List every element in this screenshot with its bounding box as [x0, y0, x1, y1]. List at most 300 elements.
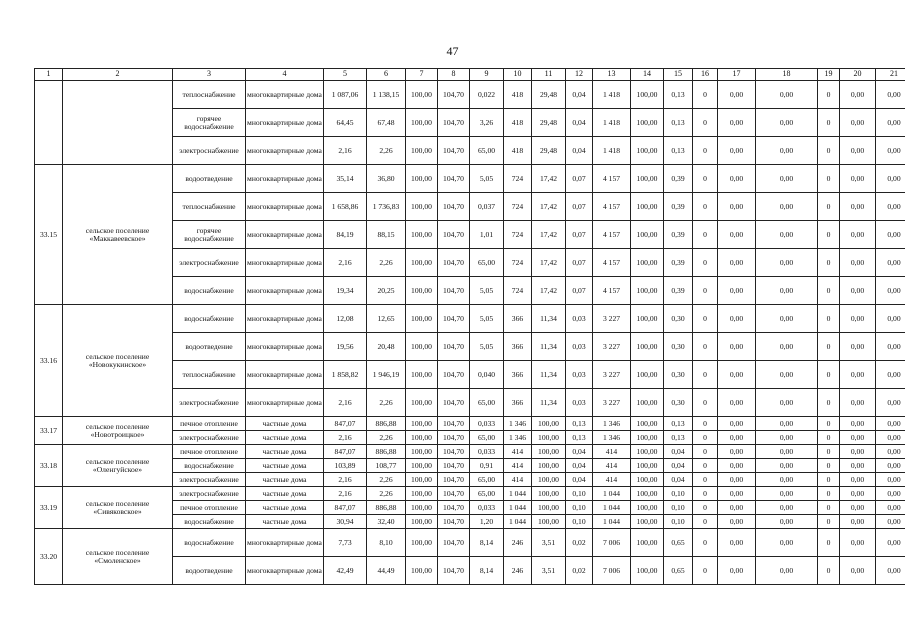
value-cell: 0,00 — [876, 557, 905, 585]
value-cell: 0 — [818, 361, 840, 389]
page-number: 47 — [446, 44, 459, 58]
settlement-name-cell: сельское поселение «Сивяковское» — [63, 487, 173, 529]
value-cell: 0,00 — [718, 361, 756, 389]
housing-type-cell: многоквартирные дома — [246, 109, 324, 137]
value-cell: 0 — [693, 515, 718, 529]
value-cell: 3 227 — [593, 305, 631, 333]
settlement-name-cell: сельское поселение «Новокукинское» — [63, 305, 173, 417]
service-cell: теплоснабжение — [173, 81, 246, 109]
value-cell: 414 — [593, 473, 631, 487]
value-cell: 2,16 — [324, 487, 367, 501]
value-cell: 0,00 — [756, 333, 818, 361]
value-cell: 0,00 — [876, 501, 905, 515]
value-cell: 0,00 — [718, 249, 756, 277]
value-cell: 0,04 — [566, 81, 593, 109]
value-cell: 0,00 — [756, 277, 818, 305]
value-cell: 0,10 — [664, 515, 693, 529]
value-cell: 0,00 — [718, 305, 756, 333]
value-cell: 104,70 — [438, 459, 470, 473]
value-cell: 7 006 — [593, 557, 631, 585]
value-cell: 0 — [693, 417, 718, 431]
value-cell: 0 — [693, 459, 718, 473]
value-cell: 886,88 — [367, 445, 406, 459]
value-cell: 0 — [818, 221, 840, 249]
value-cell: 100,00 — [406, 109, 438, 137]
service-cell: печное отопление — [173, 417, 246, 431]
value-cell: 0,13 — [566, 417, 593, 431]
value-cell: 104,70 — [438, 501, 470, 515]
row-number-cell: 33.15 — [35, 165, 63, 305]
value-cell: 100,00 — [631, 193, 664, 221]
value-cell: 65,00 — [470, 487, 504, 501]
value-cell: 100,00 — [406, 221, 438, 249]
service-cell: водоотведение — [173, 333, 246, 361]
value-cell: 104,70 — [438, 333, 470, 361]
column-header: 6 — [367, 69, 406, 81]
value-cell: 2,26 — [367, 487, 406, 501]
value-cell: 17,42 — [532, 221, 566, 249]
value-cell: 104,70 — [438, 249, 470, 277]
value-cell: 886,88 — [367, 501, 406, 515]
value-cell: 1 858,82 — [324, 361, 367, 389]
service-cell: печное отопление — [173, 445, 246, 459]
value-cell: 0,00 — [840, 459, 876, 473]
value-cell: 104,70 — [438, 389, 470, 417]
value-cell: 0,00 — [718, 193, 756, 221]
value-cell: 0,00 — [840, 277, 876, 305]
value-cell: 418 — [504, 109, 532, 137]
value-cell: 104,70 — [438, 557, 470, 585]
value-cell: 0,04 — [566, 459, 593, 473]
value-cell: 2,16 — [324, 249, 367, 277]
housing-type-cell: многоквартирные дома — [246, 81, 324, 109]
value-cell: 0 — [818, 445, 840, 459]
value-cell: 3,51 — [532, 529, 566, 557]
value-cell: 0,13 — [664, 109, 693, 137]
value-cell: 0,00 — [840, 487, 876, 501]
housing-type-cell: частные дома — [246, 487, 324, 501]
value-cell: 0,00 — [876, 109, 905, 137]
value-cell: 2,16 — [324, 431, 367, 445]
value-cell: 0,00 — [756, 487, 818, 501]
value-cell: 100,00 — [532, 487, 566, 501]
value-cell: 100,00 — [532, 431, 566, 445]
value-cell: 100,00 — [631, 109, 664, 137]
value-cell: 0,00 — [876, 389, 905, 417]
value-cell: 0,03 — [566, 333, 593, 361]
value-cell: 1 044 — [593, 501, 631, 515]
value-cell: 0,07 — [566, 277, 593, 305]
value-cell: 0,30 — [664, 305, 693, 333]
service-cell: электроснабжение — [173, 487, 246, 501]
value-cell: 100,00 — [631, 305, 664, 333]
column-header: 20 — [840, 69, 876, 81]
value-cell: 0,00 — [718, 333, 756, 361]
value-cell: 0 — [818, 487, 840, 501]
value-cell: 0,022 — [470, 81, 504, 109]
value-cell: 0,00 — [840, 137, 876, 165]
value-cell: 0 — [818, 557, 840, 585]
value-cell: 35,14 — [324, 165, 367, 193]
value-cell: 100,00 — [532, 501, 566, 515]
value-cell: 65,00 — [470, 249, 504, 277]
column-header: 1 — [35, 69, 63, 81]
column-header: 21 — [876, 69, 905, 81]
value-cell: 414 — [504, 473, 532, 487]
housing-type-cell: многоквартирные дома — [246, 333, 324, 361]
value-cell: 100,00 — [631, 221, 664, 249]
value-cell: 0,00 — [756, 501, 818, 515]
value-cell: 0,00 — [718, 277, 756, 305]
value-cell: 65,00 — [470, 431, 504, 445]
value-cell: 100,00 — [631, 501, 664, 515]
column-header: 19 — [818, 69, 840, 81]
service-cell: горячее водоснабжение — [173, 221, 246, 249]
column-header: 12 — [566, 69, 593, 81]
value-cell: 0,00 — [756, 221, 818, 249]
column-header: 7 — [406, 69, 438, 81]
value-cell: 0,00 — [876, 529, 905, 557]
value-cell: 65,00 — [470, 389, 504, 417]
value-cell: 4 157 — [593, 277, 631, 305]
value-cell: 0,00 — [840, 249, 876, 277]
value-cell: 0,00 — [840, 221, 876, 249]
value-cell: 88,15 — [367, 221, 406, 249]
value-cell: 0,00 — [718, 431, 756, 445]
value-cell: 3 227 — [593, 333, 631, 361]
value-cell: 0,13 — [664, 81, 693, 109]
value-cell: 0 — [693, 389, 718, 417]
value-cell: 100,00 — [406, 361, 438, 389]
value-cell: 100,00 — [532, 417, 566, 431]
value-cell: 0,00 — [876, 473, 905, 487]
settlement-name-cell: сельское поселение «Оленгуйское» — [63, 445, 173, 487]
value-cell: 0,10 — [664, 501, 693, 515]
table-row — [35, 305, 905, 333]
value-cell: 0,39 — [664, 249, 693, 277]
value-cell: 100,00 — [406, 459, 438, 473]
value-cell: 847,07 — [324, 417, 367, 431]
housing-type-cell: многоквартирные дома — [246, 249, 324, 277]
column-header: 18 — [756, 69, 818, 81]
value-cell: 847,07 — [324, 501, 367, 515]
value-cell: 11,34 — [532, 305, 566, 333]
value-cell: 0,91 — [470, 459, 504, 473]
value-cell: 104,70 — [438, 515, 470, 529]
value-cell: 0,00 — [756, 515, 818, 529]
value-cell: 0,00 — [840, 417, 876, 431]
value-cell: 724 — [504, 165, 532, 193]
settlement-name-cell: сельское поселение «Новотроицкое» — [63, 417, 173, 445]
value-cell: 0 — [818, 501, 840, 515]
value-cell: 17,42 — [532, 165, 566, 193]
value-cell: 0 — [818, 431, 840, 445]
value-cell: 0,04 — [566, 445, 593, 459]
value-cell: 100,00 — [631, 515, 664, 529]
value-cell: 0,65 — [664, 557, 693, 585]
value-cell: 0 — [693, 193, 718, 221]
value-cell: 414 — [504, 459, 532, 473]
value-cell: 1 346 — [593, 431, 631, 445]
value-cell: 0,00 — [876, 515, 905, 529]
value-cell: 17,42 — [532, 193, 566, 221]
settlement-name-cell: сельское поселение «Смоленское» — [63, 529, 173, 585]
value-cell: 0,04 — [664, 445, 693, 459]
value-cell: 104,70 — [438, 81, 470, 109]
value-cell: 108,77 — [367, 459, 406, 473]
value-cell: 0,00 — [756, 165, 818, 193]
value-cell: 19,56 — [324, 333, 367, 361]
value-cell: 0,00 — [840, 81, 876, 109]
value-cell: 0 — [818, 529, 840, 557]
value-cell: 100,00 — [532, 515, 566, 529]
value-cell: 0,07 — [566, 165, 593, 193]
value-cell: 0 — [693, 137, 718, 165]
table-row — [35, 417, 905, 431]
value-cell: 100,00 — [631, 529, 664, 557]
value-cell: 0 — [693, 81, 718, 109]
service-cell: водоотведение — [173, 165, 246, 193]
value-cell: 100,00 — [631, 557, 664, 585]
value-cell: 0,00 — [718, 221, 756, 249]
value-cell: 0 — [818, 193, 840, 221]
value-cell: 0,00 — [756, 137, 818, 165]
value-cell: 886,88 — [367, 417, 406, 431]
value-cell: 1 346 — [593, 417, 631, 431]
value-cell: 0 — [693, 501, 718, 515]
value-cell: 1 946,19 — [367, 361, 406, 389]
value-cell: 2,26 — [367, 473, 406, 487]
value-cell: 0,00 — [876, 277, 905, 305]
value-cell: 847,07 — [324, 445, 367, 459]
value-cell: 0 — [693, 305, 718, 333]
value-cell: 0,00 — [876, 361, 905, 389]
value-cell: 0,00 — [840, 529, 876, 557]
value-cell: 100,00 — [631, 81, 664, 109]
value-cell: 0,39 — [664, 221, 693, 249]
value-cell: 724 — [504, 249, 532, 277]
column-header: 9 — [470, 69, 504, 81]
value-cell: 1,01 — [470, 221, 504, 249]
value-cell: 0,00 — [718, 529, 756, 557]
value-cell: 0,00 — [718, 445, 756, 459]
value-cell: 20,48 — [367, 333, 406, 361]
value-cell: 0,13 — [664, 431, 693, 445]
value-cell: 0,00 — [718, 557, 756, 585]
value-cell: 100,00 — [406, 249, 438, 277]
value-cell: 2,26 — [367, 431, 406, 445]
value-cell: 0,04 — [664, 459, 693, 473]
value-cell: 0,00 — [840, 515, 876, 529]
value-cell: 418 — [504, 81, 532, 109]
value-cell: 29,48 — [532, 137, 566, 165]
value-cell: 104,70 — [438, 361, 470, 389]
header-row — [35, 69, 905, 81]
value-cell: 1,20 — [470, 515, 504, 529]
value-cell: 0,00 — [718, 473, 756, 487]
value-cell: 0,00 — [840, 333, 876, 361]
value-cell: 100,00 — [532, 445, 566, 459]
value-cell: 366 — [504, 305, 532, 333]
value-cell: 0,00 — [840, 431, 876, 445]
column-header: 17 — [718, 69, 756, 81]
value-cell: 0,10 — [566, 501, 593, 515]
value-cell: 0,033 — [470, 417, 504, 431]
value-cell: 0,00 — [876, 431, 905, 445]
value-cell: 4 157 — [593, 249, 631, 277]
value-cell: 100,00 — [406, 431, 438, 445]
service-cell: электроснабжение — [173, 137, 246, 165]
value-cell: 100,00 — [631, 431, 664, 445]
value-cell: 1 044 — [593, 487, 631, 501]
value-cell: 2,26 — [367, 137, 406, 165]
value-cell: 0,00 — [840, 109, 876, 137]
value-cell: 0,00 — [718, 487, 756, 501]
value-cell: 104,70 — [438, 431, 470, 445]
value-cell: 0,00 — [756, 193, 818, 221]
value-cell: 3,26 — [470, 109, 504, 137]
value-cell: 0 — [818, 305, 840, 333]
value-cell: 0,00 — [840, 305, 876, 333]
value-cell: 0 — [818, 165, 840, 193]
settlement-name-cell: сельское поселение «Маккавеевское» — [63, 165, 173, 305]
value-cell: 17,42 — [532, 249, 566, 277]
value-cell: 100,00 — [631, 459, 664, 473]
value-cell: 104,70 — [438, 487, 470, 501]
value-cell: 100,00 — [406, 487, 438, 501]
value-cell: 1 346 — [504, 417, 532, 431]
housing-type-cell: частные дома — [246, 473, 324, 487]
value-cell: 100,00 — [631, 277, 664, 305]
value-cell: 0 — [693, 333, 718, 361]
value-cell: 0,00 — [840, 445, 876, 459]
value-cell: 30,94 — [324, 515, 367, 529]
value-cell: 0,037 — [470, 193, 504, 221]
value-cell: 0,00 — [718, 515, 756, 529]
value-cell: 100,00 — [631, 137, 664, 165]
value-cell: 0 — [693, 473, 718, 487]
value-cell: 0,10 — [566, 515, 593, 529]
value-cell: 42,49 — [324, 557, 367, 585]
value-cell: 65,00 — [470, 473, 504, 487]
value-cell: 0 — [693, 221, 718, 249]
table-row — [35, 487, 905, 501]
service-cell: водоснабжение — [173, 459, 246, 473]
value-cell: 8,10 — [367, 529, 406, 557]
column-header: 13 — [593, 69, 631, 81]
value-cell: 100,00 — [631, 417, 664, 431]
value-cell: 0 — [693, 529, 718, 557]
value-cell: 2,16 — [324, 137, 367, 165]
housing-type-cell: многоквартирные дома — [246, 165, 324, 193]
row-number-cell: 33.18 — [35, 445, 63, 487]
value-cell: 0,07 — [566, 193, 593, 221]
value-cell: 0,00 — [876, 193, 905, 221]
value-cell: 0,00 — [840, 389, 876, 417]
value-cell: 0,04 — [566, 109, 593, 137]
value-cell: 104,70 — [438, 137, 470, 165]
value-cell: 0 — [693, 557, 718, 585]
housing-type-cell: частные дома — [246, 445, 324, 459]
value-cell: 366 — [504, 361, 532, 389]
value-cell: 0,00 — [840, 165, 876, 193]
column-header: 10 — [504, 69, 532, 81]
value-cell: 724 — [504, 193, 532, 221]
value-cell: 1 658,86 — [324, 193, 367, 221]
housing-type-cell: частные дома — [246, 459, 324, 473]
value-cell: 0,00 — [718, 417, 756, 431]
value-cell: 19,34 — [324, 277, 367, 305]
value-cell: 104,70 — [438, 529, 470, 557]
settlement-name-cell — [63, 81, 173, 165]
value-cell: 104,70 — [438, 109, 470, 137]
value-cell: 100,00 — [406, 417, 438, 431]
value-cell: 104,70 — [438, 165, 470, 193]
value-cell: 0,39 — [664, 277, 693, 305]
value-cell: 0,00 — [876, 445, 905, 459]
value-cell: 29,48 — [532, 81, 566, 109]
value-cell: 0,07 — [566, 249, 593, 277]
service-cell: водоснабжение — [173, 277, 246, 305]
value-cell: 100,00 — [406, 515, 438, 529]
value-cell: 246 — [504, 557, 532, 585]
value-cell: 100,00 — [406, 277, 438, 305]
value-cell: 11,34 — [532, 333, 566, 361]
value-cell: 104,70 — [438, 277, 470, 305]
value-cell: 100,00 — [406, 81, 438, 109]
value-cell: 0,00 — [756, 417, 818, 431]
value-cell: 36,80 — [367, 165, 406, 193]
service-cell: печное отопление — [173, 501, 246, 515]
value-cell: 0,00 — [756, 81, 818, 109]
value-cell: 0,30 — [664, 361, 693, 389]
value-cell: 0,00 — [718, 459, 756, 473]
value-cell: 0 — [818, 81, 840, 109]
value-cell: 1 736,83 — [367, 193, 406, 221]
table-row — [35, 81, 905, 109]
value-cell: 84,19 — [324, 221, 367, 249]
value-cell: 20,25 — [367, 277, 406, 305]
value-cell: 0,00 — [718, 81, 756, 109]
value-cell: 44,49 — [367, 557, 406, 585]
value-cell: 0 — [693, 109, 718, 137]
value-cell: 2,26 — [367, 249, 406, 277]
value-cell: 100,00 — [532, 473, 566, 487]
value-cell: 104,70 — [438, 445, 470, 459]
value-cell: 100,00 — [406, 137, 438, 165]
value-cell: 0,03 — [566, 361, 593, 389]
service-cell: электроснабжение — [173, 431, 246, 445]
value-cell: 0 — [818, 459, 840, 473]
value-cell: 100,00 — [406, 501, 438, 515]
value-cell: 724 — [504, 221, 532, 249]
value-cell: 0,30 — [664, 389, 693, 417]
value-cell: 0,00 — [876, 165, 905, 193]
value-cell: 1 044 — [504, 501, 532, 515]
value-cell: 104,70 — [438, 221, 470, 249]
value-cell: 0 — [693, 487, 718, 501]
value-cell: 0,00 — [876, 487, 905, 501]
value-cell: 4 157 — [593, 165, 631, 193]
value-cell: 0,00 — [718, 389, 756, 417]
value-cell: 0 — [693, 445, 718, 459]
service-cell: теплоснабжение — [173, 193, 246, 221]
value-cell: 0,03 — [566, 305, 593, 333]
value-cell: 12,65 — [367, 305, 406, 333]
value-cell: 246 — [504, 529, 532, 557]
table-row — [35, 529, 905, 557]
value-cell: 0,04 — [664, 473, 693, 487]
